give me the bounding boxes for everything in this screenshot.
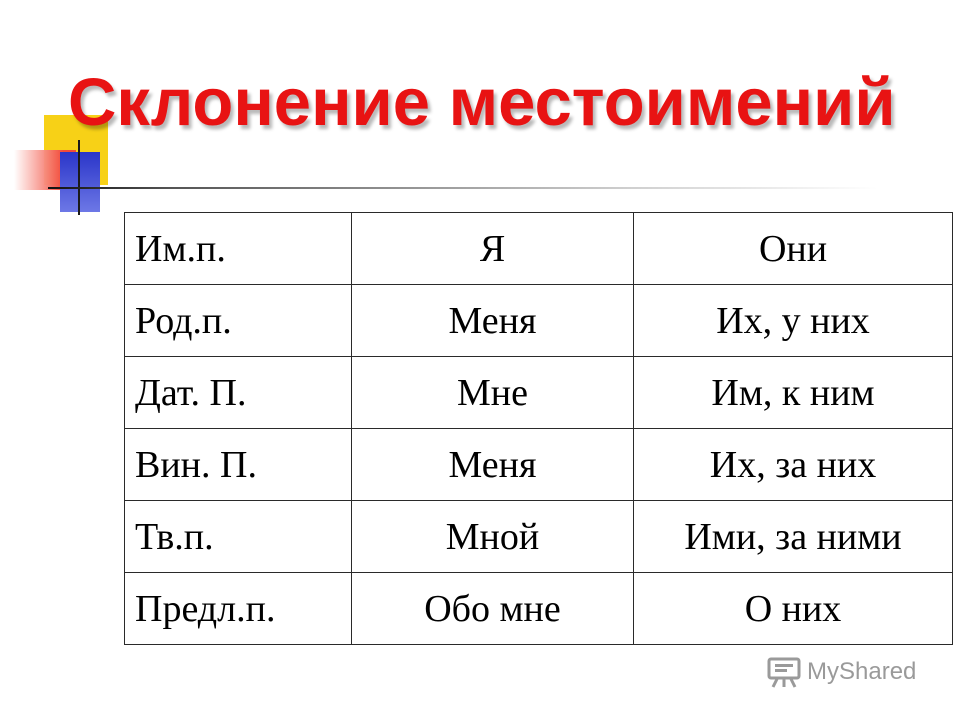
pronoun-ya-cell: Я: [352, 213, 634, 285]
title-underline: [48, 187, 878, 189]
pronoun-oni-cell: Им, к ним: [634, 357, 953, 429]
case-cell: Вин. П.: [125, 429, 352, 501]
pronoun-oni-cell: Ими, за ними: [634, 501, 953, 573]
pronoun-oni-cell: Их, у них: [634, 285, 953, 357]
case-cell: Им.п.: [125, 213, 352, 285]
pronoun-ya-cell: Обо мне: [352, 573, 634, 645]
table-row: [125, 429, 953, 501]
case-cell: Тв.п.: [125, 501, 352, 573]
table-row: [125, 573, 953, 645]
case-cell: Род.п.: [125, 285, 352, 357]
table-row: [125, 213, 953, 285]
table-row: [125, 501, 953, 573]
declension-table: [124, 212, 953, 645]
pronoun-oni-cell: Они: [634, 213, 953, 285]
case-cell: Дат. П.: [125, 357, 352, 429]
slide-title: Склонение местоимений: [68, 65, 896, 140]
decor-vertical-line: [78, 140, 80, 215]
case-cell: Предл.п.: [125, 573, 352, 645]
pronoun-ya-cell: Мне: [352, 357, 634, 429]
pronoun-oni-cell: Их, за них: [634, 429, 953, 501]
watermark-text: MyShared: [807, 658, 917, 685]
pronoun-ya-cell: Мной: [352, 501, 634, 573]
pronoun-ya-cell: Меня: [352, 429, 634, 501]
pronoun-oni-cell: О них: [634, 573, 953, 645]
myshared-watermark: [765, 656, 916, 688]
table-row: [125, 357, 953, 429]
presentation-board-icon: [765, 656, 803, 688]
pronoun-ya-cell: Меня: [352, 285, 634, 357]
decor-blue-square: [60, 152, 100, 212]
table-row: [125, 285, 953, 357]
